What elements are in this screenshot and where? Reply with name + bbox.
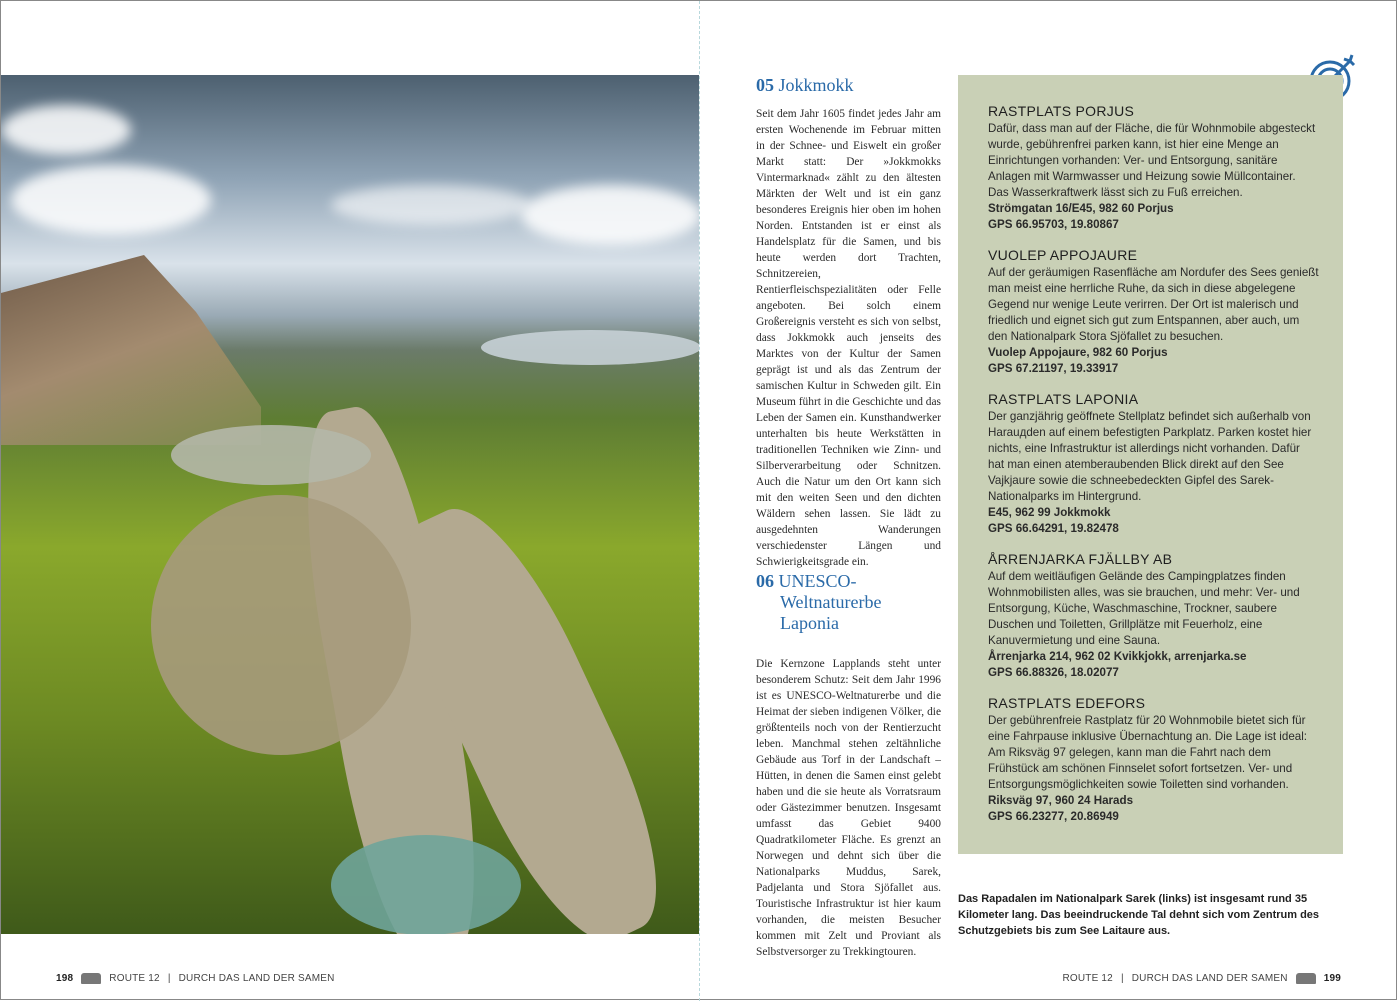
- campsite-entry: [988, 103, 1319, 233]
- page-gutter: [699, 1, 700, 1001]
- entry-address: Riksväg 97, 960 24 Harads: [988, 794, 1134, 807]
- photo-caption: Das Rapadalen im Nationalpark Sarek (links) ist insgesamt rund 35 Kilometer lang. Das beeindruckende Tal dehnt sich vom Zentrum des Schutzgebiets bis zum See Laitaure aus.: [958, 893, 1320, 937]
- landscape-photo: [1, 75, 699, 934]
- page-number: 198: [56, 973, 74, 984]
- campsite-infobox: [958, 75, 1343, 854]
- camper-van-icon: [81, 973, 101, 984]
- article-body: Die Kernzone Lapplands steht unter besonderem Schutz: Seit dem Jahr 1996 ist es UNESCO-Weltnaturerbe und die Heimat der sieben indigenen Völker, die größtenteils noch von der Rentierzucht leben. Manchmal stehen zeltähnliche Gebäude aus Torf in der Landschaft – Hütten, in denen die Samen einst gelebt haben und die sie heute als Vorratsraum oder Gästezimmer benutzen. Insgesamt umfasst das Gebiet 9400 Quadratkilometer Fläche. Es grenzt an Norwegen und dehnt sich über die Nationalparks Muddus, Sarek, Padjelanta und Stora Sjöfallet aus. Touristische Infrastruktur ist hier kaum vorhanden, die meisten Besucher kommen mit Zelt und Proviant als Selbstversorger zu Trekkingtouren.: [756, 658, 941, 958]
- entry-address: E45, 962 99 Jokkmokk: [988, 506, 1111, 519]
- article-number: 06: [756, 571, 774, 591]
- article-heading: [756, 75, 941, 96]
- route-label: ROUTE 12: [1062, 973, 1113, 984]
- entry-gps: GPS 67.21197, 19.33917: [988, 362, 1119, 375]
- article-body: Seit dem Jahr 1605 findet jedes Jahr am ersten Wochenende im Februar mitten in der Schnee- und Eiswelt ein großer Markt statt: Der »Jokkmokks Vintermarknad« zählt zu den ältesten Märkten der Welt und ist ein ganz besonderes Ereignis hier oben im hohen Norden. Entstanden ist er einst als Handelsplatz für die Samen, und bis heute werden dort Trachten, Schnitzereien, Rentierfleischspezialitäten oder Felle angeboten. Bei solch einem Großereignis versteht es sich von selbst, dass Jokkmokk auch jenseits des Marktes von der Kultur der Samen geprägt ist und als das Zentrum der samischen Kultur in Schweden gilt. Ein Museum führt in die Geschichte und das Leben der Samen ein. Kunsthandwerker unterhalten bis heute Werkstätten in traditionellen Techniken wie Zinn- und Silberverarbeitung oder Schnitzen. Auch die Natur um den Ort kann sich mit den weiten Seen und den dichten Wäldern sehen lassen. Sie lädt zu ausgedehnten Wanderungen verschiedenster Längen und Schwierigkeitsgrade ein.: [756, 108, 941, 568]
- section-label: DURCH DAS LAND DER SAMEN: [178, 973, 335, 984]
- article-laponia: [756, 571, 941, 960]
- campsite-entry: [988, 247, 1319, 377]
- entry-address: Årrenjarka 214, 962 02 Kvikkjokk, arrenjarka.se: [988, 650, 1247, 663]
- entry-title: RASTPLATS LAPONIA: [988, 391, 1139, 407]
- article-title: UNESCO-Weltnaturerbe Laponia: [778, 571, 882, 633]
- entry-text: Auf der geräumigen Rasenfläche am Nordufer des Sees genießt man meist eine herrliche Ruhe, da sich in diese abgelegene Gegend nur wenige Leute verirren. Der Ort ist malerisch und friedlich und eignet sich gut zum Entspannen, aber auch, um den Nationalpark Stora Sjöfallet zu besuchen.: [988, 266, 1319, 343]
- campsite-entry: [988, 695, 1319, 825]
- entry-text: Der ganzjährig geöffnete Stellplatz befindet sich außerhalb von Harauдden auf einem befestigten Parkplatz. Parken kostet hier nichts, eine Infrastruktur ist allerdings nicht vorhanden. Dafür hat man einen atemberaubenden Blick direkt auf den See Vajkjaure sowie die schneebedeckten Gipfel des Sarek-Nationalparks im Hintergrund.: [988, 410, 1312, 503]
- entry-gps: GPS 66.64291, 19.82478: [988, 522, 1119, 535]
- page-number: 199: [1323, 973, 1341, 984]
- entry-title: RASTPLATS PORJUS: [988, 103, 1135, 119]
- entry-gps: GPS 66.88326, 18.02077: [988, 666, 1119, 679]
- entry-address: Vuolep Appojaure, 982 60 Porjus: [988, 346, 1168, 359]
- entry-title: ÅRRENJARKA FJÄLLBY AB: [988, 551, 1173, 567]
- camper-van-icon: [1296, 973, 1316, 984]
- entry-address: Strömgatan 16/E45, 982 60 Porjus: [988, 202, 1174, 215]
- footer-left: 198 ROUTE 12 | DURCH DAS LAND DER SAMEN: [56, 973, 335, 984]
- entry-text: Auf dem weitläufigen Gelände des Campingplatzes finden Wohnmobilisten alles, was sie brauchen, und mehr: Ver- und Entsorgung, Küche, Waschmaschine, Trockner, saubere Duschen und Toiletten, Grillplätze mit Feuerholz, eine Kanuvermietung und eine Sauna.: [988, 570, 1300, 647]
- entry-text: Der gebührenfreie Rastplatz für 20 Wohnmobile bietet sich für eine Fahrpause inklusive Übernachtung an. Die Lage ist ideal: Am Riksväg 97 gelegen, kann man die Fahrt nach dem Frühstück am schönen Finnselet sofort fortsetzen. Ver- und Entsorgungsmöglichkeiten sowie Toiletten sind vorhanden.: [988, 714, 1308, 791]
- entry-title: RASTPLATS EDEFORS: [988, 695, 1146, 711]
- article-title: Jokkmokk: [778, 75, 854, 95]
- route-label: ROUTE 12: [109, 973, 160, 984]
- campsite-entry: [988, 391, 1319, 537]
- entry-text: Dafür, dass man auf der Fläche, die für Wohnmobile abgesteckt wurde, gebührenfrei parken kann, ist hier eine Menge an Einrichtungen vorhanden: Ver- und Entsorgung, sanitäre Anlagen mit Warmwasser und Heizung sowie Müllcontainer. Das Wasserkraftwerk lässt sich zu Fuß erreichen.: [988, 122, 1316, 199]
- campsite-entry: [988, 551, 1319, 681]
- footer-right: ROUTE 12 | DURCH DAS LAND DER SAMEN 199: [1062, 973, 1341, 984]
- article-number: 05: [756, 75, 774, 95]
- article-heading: [756, 571, 941, 634]
- entry-title: VUOLEP APPOJAURE: [988, 247, 1138, 263]
- entry-gps: GPS 66.95703, 19.80867: [988, 218, 1119, 231]
- article-jokkmokk: [756, 75, 941, 570]
- section-label: DURCH DAS LAND DER SAMEN: [1131, 973, 1288, 984]
- entry-gps: GPS 66.23277, 20.86949: [988, 810, 1119, 823]
